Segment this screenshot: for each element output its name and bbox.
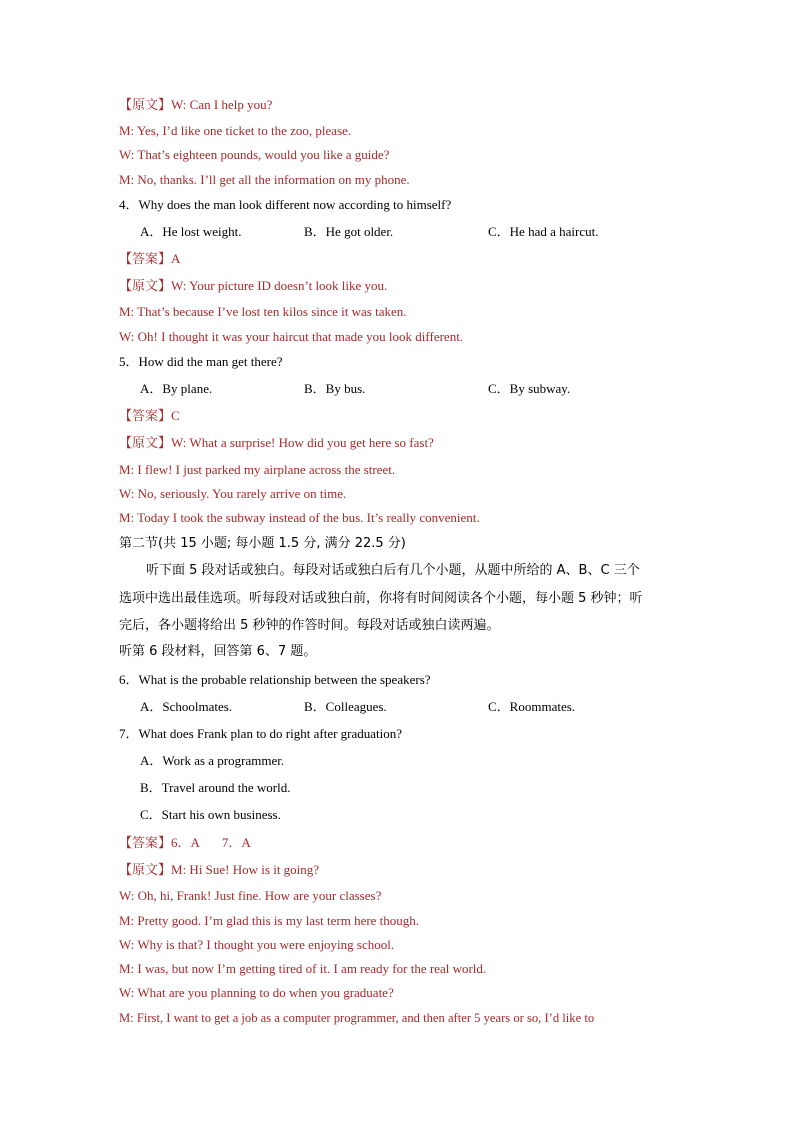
answer-value: C (171, 408, 180, 423)
question-stem: 4．Why does the man look different now according to himself? (119, 197, 452, 212)
answer-value: A (171, 251, 181, 266)
dialog-line: M: I was, but now I’m getting tired of it. I am ready for the real world. (119, 961, 487, 976)
option-a: A．Schoolmates. (140, 699, 233, 714)
transcript-tag: 【原文】 (119, 436, 172, 451)
transcript-tag: 【原文】 (119, 98, 172, 113)
option-a: A．Work as a programmer. (140, 753, 285, 768)
answer-tag: 【答案】 (119, 409, 172, 424)
dialog-line: W: Can I help you? (171, 97, 273, 112)
instructions-line: 完后，各小题将给出 5 秒钟的作答时间。每段对话或独白读两遍。 (119, 618, 500, 633)
dialog-line: W: What a surprise! How did you get here so fast? (171, 435, 434, 450)
dialog-line: W: Oh, hi, Frank! Just fine. How are your classes? (119, 888, 382, 903)
instructions-line: 选项中选出最佳选项。听每段对话或独白前，你将有时间阅读各个小题，每小题 5 秒钟；听 (119, 591, 643, 606)
dialog-line: M: No, thanks. I’ll get all the information on my phone. (119, 172, 410, 187)
dialog-line: M: Hi Sue! How is it going? (171, 862, 320, 877)
transcript-tag: 【原文】 (119, 279, 172, 294)
question-stem: 6．What is the probable relationship between the speakers? (119, 672, 431, 687)
option-c: C．By subway. (488, 381, 571, 396)
option-a: A．He lost weight. (140, 224, 242, 239)
answer-tag: 【答案】 (119, 252, 172, 267)
answer-value: 6．A (171, 835, 200, 850)
dialog-line: M: Pretty good. I’m glad this is my last term here though. (119, 913, 420, 928)
dialog-line: W: Why is that? I thought you were enjoying school. (119, 937, 395, 952)
dialog-line: W: No, seriously. You rarely arrive on time. (119, 486, 347, 501)
transcript-line (119, 97, 272, 114)
option-c: C．Start his own business. (140, 807, 281, 822)
dialog-line: M: Today I took the subway instead of the bus. It’s really convenient. (119, 510, 480, 525)
dialog-line: M: I flew! I just parked my airplane across the street. (119, 462, 396, 477)
answer-tag: 【答案】 (119, 836, 172, 851)
option-c: C．He had a haircut. (488, 224, 599, 239)
option-b: B．Colleagues. (304, 699, 387, 714)
transcript-line (119, 435, 434, 452)
dialog-line: W: What are you planning to do when you graduate? (119, 985, 394, 1000)
dialog-line: W: Oh! I thought it was your haircut that made you look different. (119, 329, 464, 344)
question-stem: 7．What does Frank plan to do right after graduation? (119, 726, 403, 741)
section-heading: 第二节(共 15 小题; 每小题 1.5 分, 满分 22.5 分) (119, 536, 406, 551)
dialog-line: M: First, I want to get a job as a computer programmer, and then after 5 years or so, I’d like to (119, 1011, 595, 1025)
option-b: B．He got older. (304, 224, 394, 239)
option-c: C．Roommates. (488, 699, 576, 714)
option-b: B．By bus. (304, 381, 366, 396)
answer-line (119, 835, 251, 852)
answer-line (119, 251, 180, 268)
question-stem: 5．How did the man get there? (119, 354, 283, 369)
answer-value: 7．A (221, 835, 251, 850)
option-b: B．Travel around the world. (140, 780, 291, 795)
material-intro: 听第 6 段材料，回答第 6、7 题。 (119, 644, 317, 659)
instructions-line: 听下面 5 段对话或独白。每段对话或独白后有几个小题，从题中所给的 A、B、C 三个 (146, 563, 640, 578)
dialog-line: W: Your picture ID doesn’t look like you. (171, 278, 388, 293)
transcript-line (119, 862, 319, 879)
dialog-line: M: Yes, I’d like one ticket to the zoo, please. (119, 123, 352, 138)
answer-line (119, 408, 180, 425)
option-a: A．By plane. (140, 381, 213, 396)
dialog-line: M: That’s because I’ve lost ten kilos since it was taken. (119, 304, 407, 319)
transcript-tag: 【原文】 (119, 863, 172, 878)
dialog-line: W: That’s eighteen pounds, would you like a guide? (119, 147, 390, 162)
transcript-line (119, 278, 387, 295)
